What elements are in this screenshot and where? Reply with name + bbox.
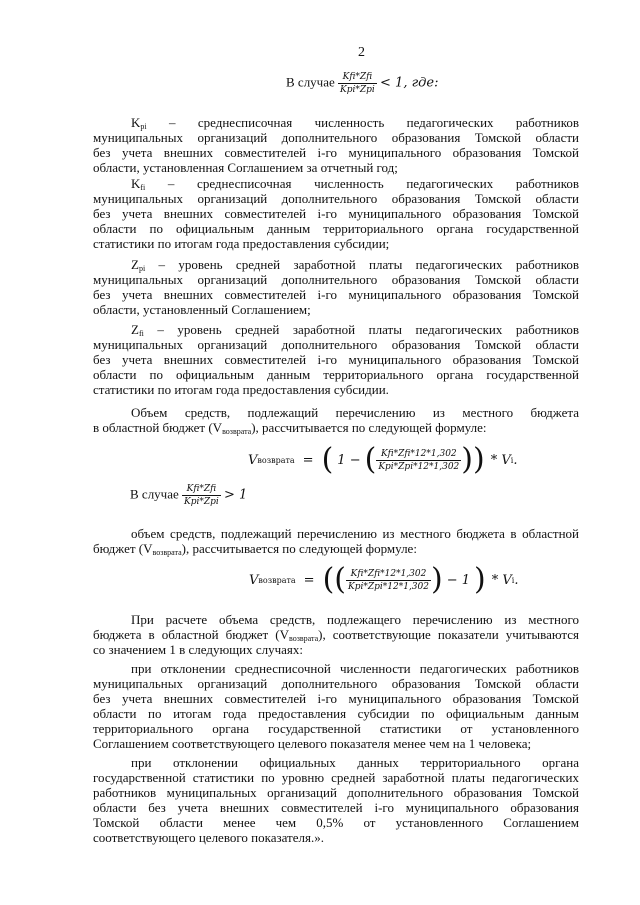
case-paragraph-2: при отклонении официальных данных территориального органа государственной статистики по уровню средней заработной платы педагогических работников муниципальных организаций дополнительного образования Томской области без учета внешних совместителей i-го муниципального образования Томской области менее чем 0,5% от установленного Соглашением соответствующего целевого показателя.».: [93, 755, 579, 845]
condition-greater-than-one: В случае $\frac{\text{Kfi*Zfi}}{\text{Kpi*Zpi}}$ > 1: [130, 484, 248, 507]
volume-paragraph-1: Объем средств, подлежащий перечислению из местного бюджета в областной бюджет $(V_{возврата})$, рассчитывается по следующей формуле:: [93, 405, 579, 436]
condition-2-fraction: $\frac{\text{Kfi*Zfi}}{\text{Kpi*Zpi}}$: [184, 484, 219, 507]
page-number: 2: [358, 45, 365, 60]
formula-1: V возврата = ( 1 − ( $\frac{\text{Kfi*Zfi*12*1,302}}{\text{Kpi*Zpi*12*1,302}}$ ) ) * V i .: [248, 442, 518, 477]
volume-paragraph-2: объем средств, подлежащий перечислению из местного бюджета в областной бюджет $(V_{возврата})$, рассчитывается по следующей формуле:: [93, 526, 579, 557]
calculation-paragraph: При расчете объема средств, подлежащего перечислению из местного бюджета в областной бюджет $(V_{возврата})$, соответствующие показатели учитываются со значением 1 в следующих случаях:: [93, 612, 580, 657]
condition-fraction: $\frac{\text{Kfi*Zfi}}{\text{Kpi*Zpi}}$: [340, 72, 375, 95]
formula-1-fraction: $\frac{\text{Kfi*Zfi*12*1,302}}{\text{Kpi*Zpi*12*1,302}}$: [378, 448, 460, 472]
definition-zfi: $Z_{fi}$ – уровень средней заработной платы педагогических работников муниципальных организаций дополнительного образования Томской области без учета внешних совместителей i-го муниципального образования Томской области по официальным данным территориального органа государственной статистики по итогам года предоставления субсидии.: [93, 322, 580, 397]
formula-2: V возврата = ( ( $\frac{\text{Kfi*Zfi*12*1,302}}{\text{Kpi*Zpi*12*1,302}}$ ) − 1 ) * V i .: [249, 562, 519, 597]
definition-kfi: $K_{fi}$ – среднесписочная численность педагогических работников муниципальных организаций дополнительного образования Томской области без учета внешних совместителей i-го муниципального образования Томской области по официальным данным территориального органа государственной статистики по итогам года предоставления субсидии;: [93, 176, 579, 251]
condition-less-than-one: В случае $\frac{\text{Kfi*Zfi}}{\text{Kpi*Zpi}}$ < 1, где:: [286, 72, 439, 95]
formula-2-fraction: $\frac{\text{Kfi*Zfi*12*1,302}}{\text{Kpi*Zpi*12*1,302}}$: [348, 568, 429, 592]
definition-zpi: $Z_{pi}$ – уровень средней заработной платы педагогических работников муниципальных организаций дополнительного образования Томской области без учета внешних совместителей i-го муниципального образования Томской области, установленный Соглашением;: [93, 257, 579, 317]
case-paragraph-1: при отклонении среднесписочной численности педагогических работников муниципальных организаций дополнительного образования Томской области без учета внешних совместителей i-го муниципального образования Томской области по итогам года предоставления субсидии по официальным данным территориального органа государственной статистики от установленного Соглашением соответствующего целевого показателя менее чем на 1 человека;: [93, 661, 579, 751]
definition-kpi: $K_{pi}$ – среднесписочная численность педагогических работников муниципальных организаций дополнительного образования Томской области без учета внешних совместителей i-го муниципального образования Томской области, установленная Соглашением за отчетный год;: [93, 115, 580, 175]
